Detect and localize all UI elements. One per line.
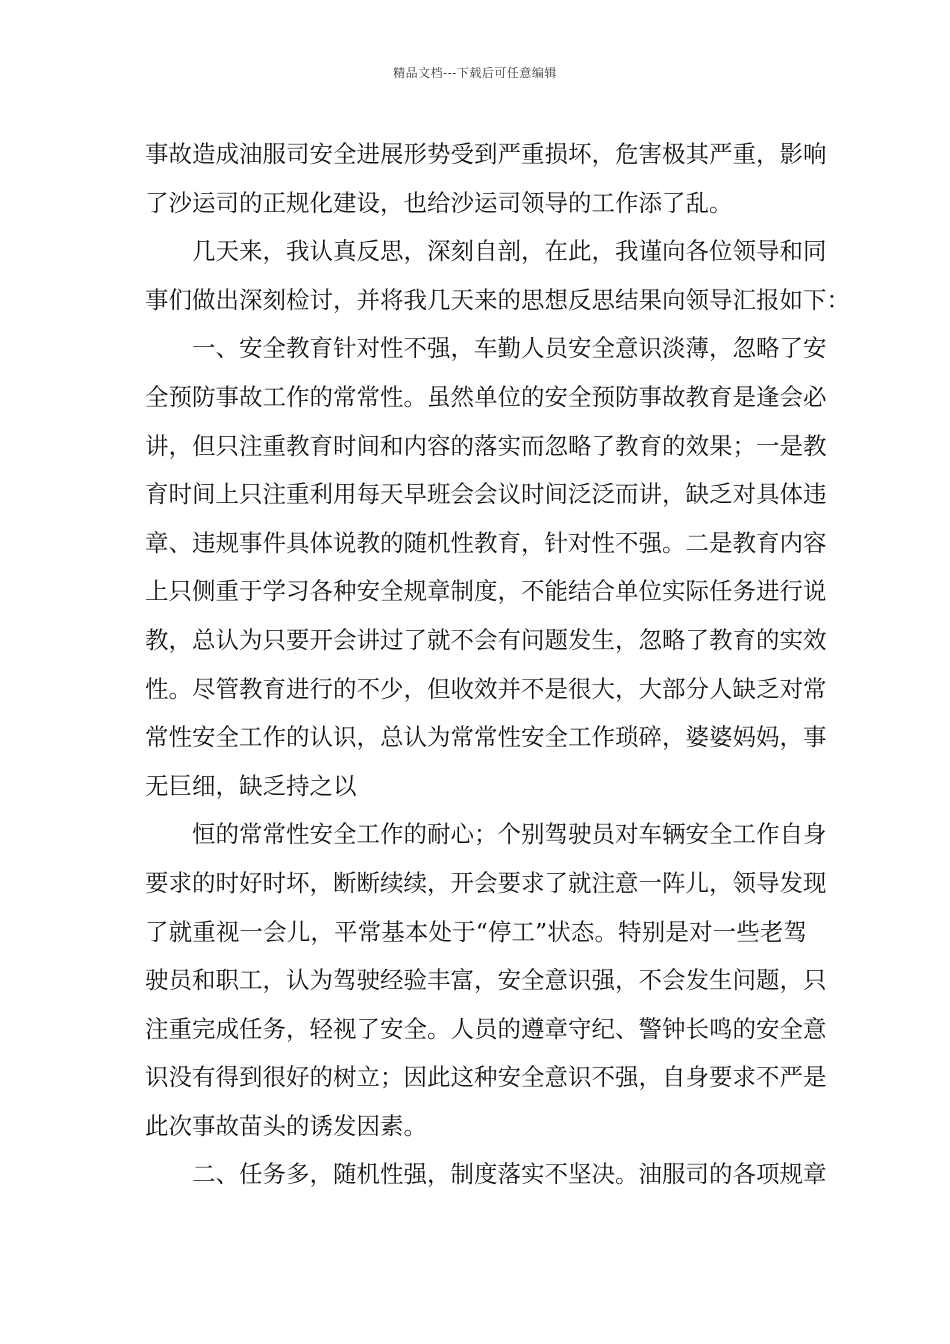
text-line: 常性安全工作的认识，总认为常常性安全工作琐碎，婆婆妈妈，事 bbox=[145, 723, 827, 752]
paragraph-5 bbox=[145, 1150, 827, 1199]
document-body bbox=[145, 130, 850, 1199]
text-line: 注重完成任务，轻视了安全。人员的遵章守纪、警钟长鸣的安全意 bbox=[145, 1014, 827, 1043]
text-line: 讲，但只注重教育时间和内容的落实而忽略了教育的效果；一是教 bbox=[145, 431, 827, 460]
text-line: 几天来，我认真反思，深刻自剖，在此，我谨向各位领导和同 bbox=[192, 237, 827, 266]
text-line: 了就重视一会儿，平常基本处于“停工”状态。特别是对一些老驾 bbox=[145, 917, 807, 946]
paragraph-4 bbox=[145, 810, 827, 1150]
text-line: 恒的常常性安全工作的耐心；个别驾驶员对车辆安全工作自身 bbox=[192, 820, 827, 849]
paragraph-2 bbox=[145, 227, 850, 324]
paragraph-1 bbox=[145, 130, 827, 227]
text-line: 育时间上只注重利用每天早班会会议时间泛泛而讲，缺乏对具体违 bbox=[145, 480, 827, 509]
text-line: 了沙运司的正规化建设，也给沙运司领导的工作添了乱。 bbox=[145, 188, 733, 217]
text-line: 事故造成油服司安全进展形势受到严重损坏，危害极其严重，影响 bbox=[145, 140, 827, 168]
text-line: 此次事故苗头的诱发因素。 bbox=[145, 1111, 427, 1140]
paragraph-3 bbox=[145, 324, 827, 810]
text-line: 上只侧重于学习各种安全规章制度，不能结合单位实际任务进行说 bbox=[145, 577, 827, 606]
text-line: 一、安全教育针对性不强，车勤人员安全意识淡薄，忽略了安 bbox=[192, 334, 827, 363]
text-line: 二、任务多，随机性强，制度落实不坚决。油服司的各项规章 bbox=[192, 1160, 827, 1189]
text-line: 驶员和职工，认为驾驶经验丰富，安全意识强，不会发生问题，只 bbox=[145, 966, 827, 995]
text-line: 要求的时好时坏，断断续续，开会要求了就注意一阵儿，领导发现 bbox=[145, 868, 827, 897]
text-line: 全预防事故工作的常常性。虽然单位的安全预防事故教育是逢会必 bbox=[145, 382, 827, 411]
text-line: 事们做出深刻检讨，并将我几天来的思想反思结果向领导汇报如下： bbox=[145, 285, 850, 314]
text-line: 章、违规事件具体说教的随机性教育，针对性不强。二是教育内容 bbox=[145, 528, 827, 557]
text-line: 性。尽管教育进行的不少，但收效并不是很大，大部分人缺乏对常 bbox=[145, 674, 827, 703]
text-line: 识没有得到很好的树立；因此这种安全意识不强，自身要求不严是 bbox=[145, 1063, 827, 1092]
text-line: 教，总认为只要开会讲过了就不会有问题发生，忽略了教育的实效 bbox=[145, 625, 827, 654]
page-header: 精品文档---下载后可任意编辑 bbox=[393, 66, 557, 80]
text-line: 无巨细，缺乏持之以 bbox=[145, 771, 357, 800]
